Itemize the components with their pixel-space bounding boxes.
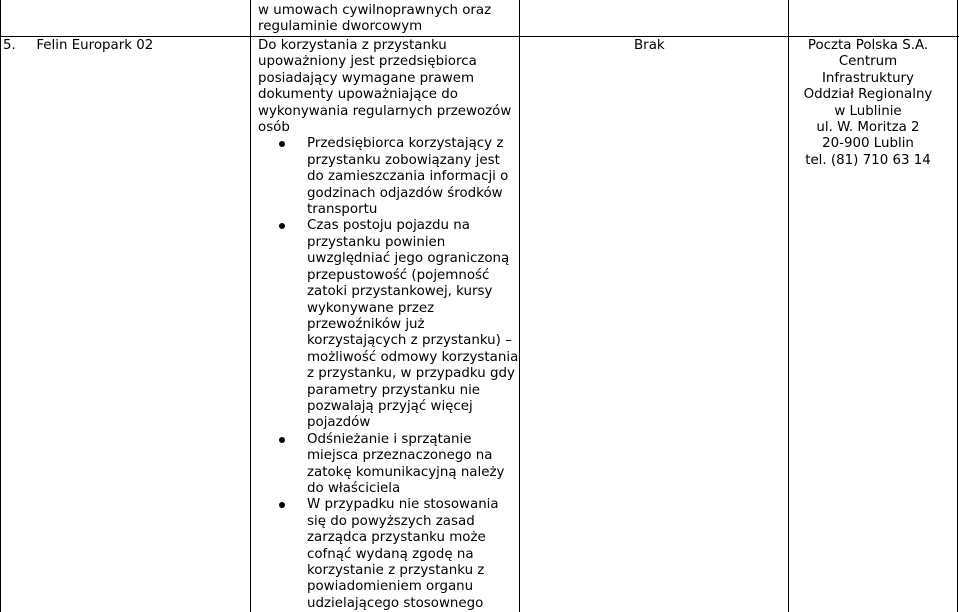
list-item-line: uwzględniać jego ograniczoną xyxy=(307,251,510,267)
row-number: 5. xyxy=(3,38,16,53)
owner-address xyxy=(795,38,941,169)
list-item-line: do właściciela xyxy=(307,480,401,496)
list-item-line: transportu xyxy=(307,202,378,218)
table-border-left xyxy=(0,0,1,612)
list-item-line: przewoźników już xyxy=(307,316,425,332)
description-line: wykonywania regularnych przewozów xyxy=(258,103,512,119)
list-item-line: godzinach odjazdów środków xyxy=(307,185,503,201)
list-item-line: do zamieszczania informacji o xyxy=(307,169,509,185)
description-line: Do korzystania z przystanku xyxy=(258,38,447,53)
owner-line: Centrum xyxy=(838,54,898,70)
status-cell: Brak xyxy=(634,38,665,53)
rules-list xyxy=(258,136,518,612)
owner-line: Infrastruktury xyxy=(821,70,914,86)
description-line: dokumenty upoważniające do xyxy=(258,87,458,103)
list-item xyxy=(307,136,518,218)
list-item-line: powiadomieniem organu xyxy=(307,579,474,595)
continued-line: w umowach cywilnoprawnych oraz xyxy=(258,3,492,18)
owner-line: w Lublinie xyxy=(834,103,902,119)
list-item-line: zatokę komunikacyjną należy xyxy=(307,464,505,480)
list-item-line: pozwalają przyjąć więcej xyxy=(307,398,473,414)
column-divider-2 xyxy=(519,0,520,612)
bullet-icon xyxy=(279,437,285,443)
table-border-right xyxy=(957,0,958,612)
description-line: posiadający wymagane prawem xyxy=(258,70,475,86)
stop-name: Felin Europark 02 xyxy=(36,38,154,53)
column-divider-3 xyxy=(788,0,789,612)
row-number-and-name xyxy=(3,38,153,54)
list-item xyxy=(307,497,518,612)
list-item-line: miejsca przeznaczonego na xyxy=(307,448,493,464)
list-item-line: Czas postoju pojazdu na xyxy=(307,218,470,234)
bullet-icon xyxy=(279,223,285,229)
list-item-line: wykonywane przez xyxy=(307,300,435,316)
list-item-line: cofnąć wydaną zgodę na xyxy=(307,546,474,562)
list-item-line: pojazdów xyxy=(307,415,371,431)
list-item-line: możliwość odmowy korzystania xyxy=(307,349,519,365)
list-item-line: przepustowość (pojemność xyxy=(307,267,490,283)
description-line: upoważniony jest przedsiębiorca xyxy=(258,54,477,70)
list-item-line: zarządca przystanku może xyxy=(307,530,486,546)
list-item-line: Odśnieżanie i sprzątanie xyxy=(307,431,472,447)
list-item-line: Przedsiębiorca korzystający z xyxy=(307,136,504,152)
description-line: osób xyxy=(258,120,290,136)
owner-line: tel. (81) 710 63 14 xyxy=(805,152,931,168)
list-item-line: przystanku powinien xyxy=(307,234,446,250)
list-item-line: przystanku zobowiązany jest xyxy=(307,152,500,168)
bullet-icon xyxy=(279,502,285,508)
continued-line: regulaminie dworcowym xyxy=(258,19,423,35)
list-item-line: zatoki przystankowej, kursy xyxy=(307,284,493,300)
list-item-line: z przystanku, w przypadku gdy xyxy=(307,366,515,382)
list-item-line: korzystających z przystanku) – xyxy=(307,333,512,349)
list-item-line: udzielającego stosownego xyxy=(307,595,484,611)
owner-line: Poczta Polska S.A. xyxy=(807,38,929,53)
list-item-line: parametry przystanku nie xyxy=(307,382,481,398)
list-item-line: się do powyższych zasad xyxy=(307,513,475,529)
owner-line: ul. W. Moritza 2 xyxy=(816,120,920,136)
column-divider-1 xyxy=(250,0,251,612)
list-item-line: korzystanie z przystanku z xyxy=(307,563,485,578)
owner-line: 20-900 Lublin xyxy=(822,136,914,152)
list-item xyxy=(307,218,518,431)
owner-line: Oddział Regionalny xyxy=(803,87,933,103)
list-item xyxy=(307,432,518,498)
row-divider xyxy=(0,36,959,37)
list-item-line: W przypadku nie stosowania xyxy=(307,497,499,513)
bullet-icon xyxy=(279,141,285,147)
continued-description xyxy=(258,3,491,36)
row-description xyxy=(258,38,518,612)
